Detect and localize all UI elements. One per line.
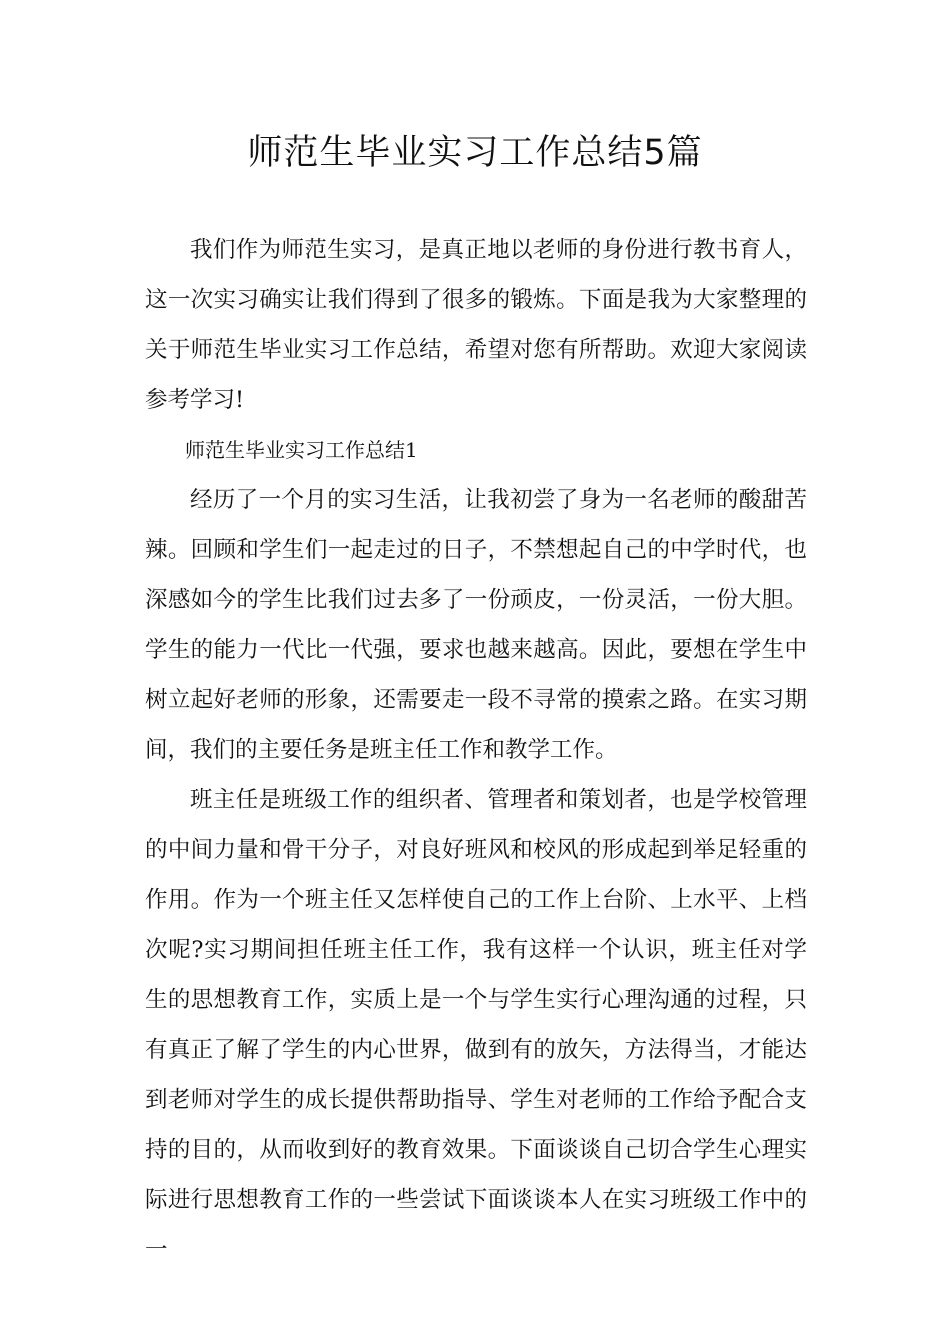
- section-heading-1: 师范生毕业实习工作总结1: [185, 438, 418, 462]
- document-title: 师范生毕业实习工作总结5篇: [247, 133, 703, 173]
- intro-paragraph: 我们作为师范生实习，是真正地以老师的身份进行教书育人，这一次实习确实让我们得到了很多的锻炼。下面是我为大家整理的关于师范生毕业实习工作总结，希望对您有所帮助。欢迎大家阅读参考学习!: [145, 237, 807, 413]
- document-body: [145, 225, 807, 1275]
- body-paragraph: 班主任是班级工作的组织者、管理者和策划者，也是学校管理的中间力量和骨干分子，对良好班风和校风的形成起到举足轻重的作用。作为一个班主任又怎样使自己的工作上台阶、上水平、上档次呢?实习期间担任班主任工作，我有这样一个认识，班主任对学生的思想教育工作，实质上是一个与学生实行心理沟通的过程，只有真正了解了学生的内心世界，做到有的放矢，方法得当，才能达到老师对学生的成长提供帮助指导、学生对老师的工作给予配合支持的目的，从而收到好的教育效果。下面谈谈自己切合学生心理实际进行思想教育工作的一些尝试下面谈谈本人在实习班级工作中的一: [145, 787, 807, 1263]
- body-paragraph: 经历了一个月的实习生活，让我初尝了身为一名老师的酸甜苦辣。回顾和学生们一起走过的日子，不禁想起自己的中学时代，也深感如今的学生比我们过去多了一份顽皮，一份灵活，一份大胆。学生的能力一代比一代强，要求也越来越高。因此，要想在学生中树立起好老师的形象，还需要走一段不寻常的摸索之路。在实习期间，我们的主要任务是班主任工作和教学工作。: [145, 487, 807, 763]
